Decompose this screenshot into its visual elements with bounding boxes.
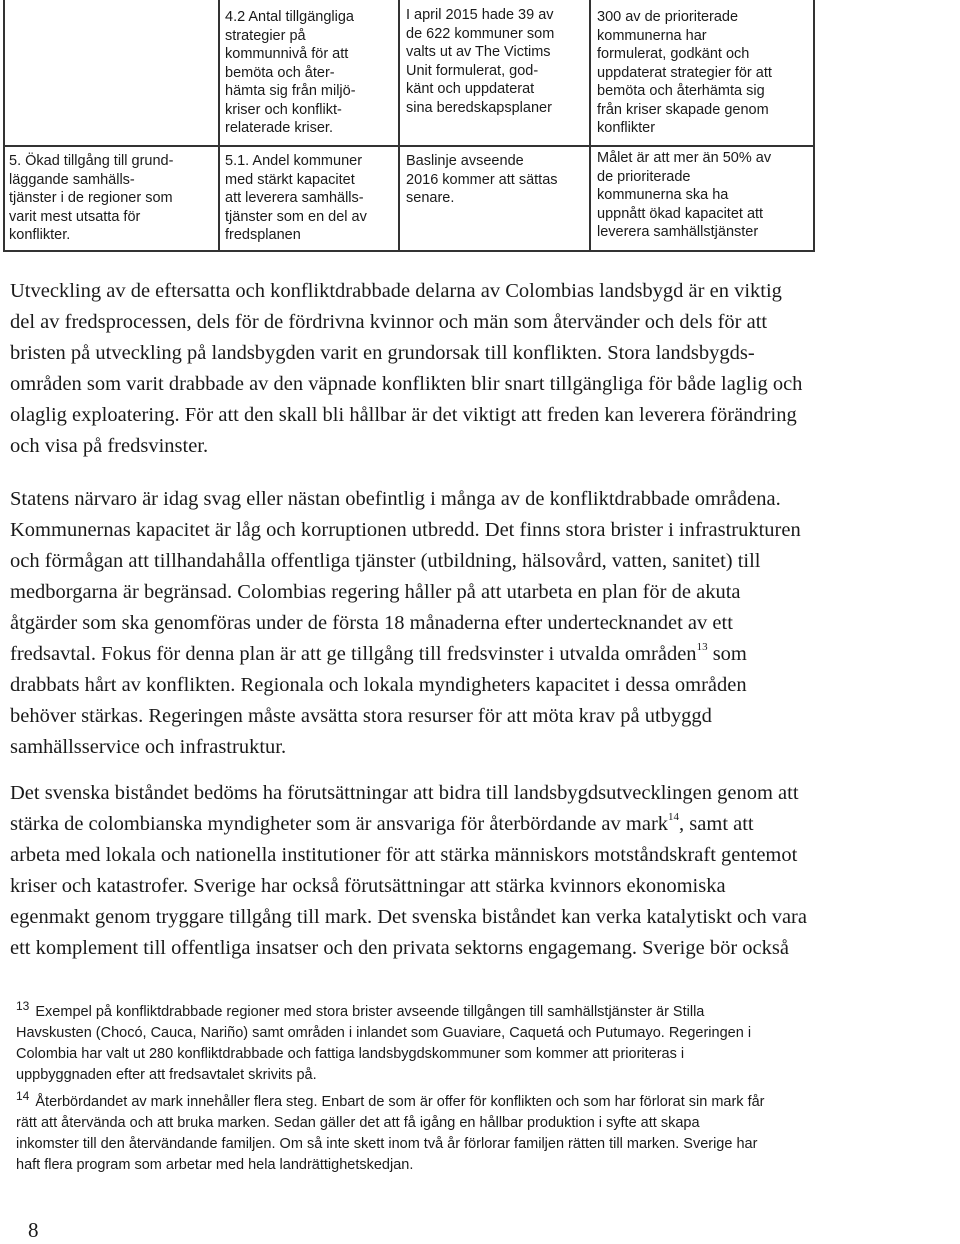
paragraph-state-presence: [10, 484, 870, 763]
target-4-2: 300 av de prioriterade kommunerna har formulerat, godkänt och uppdaterat strategier för att bemöta och återhämta sig från kriser skapade genom konflikter: [597, 9, 772, 136]
target-5-1: Målet är att mer än 50% av de prioriterade kommunerna ska ha uppnått ökad kapacitet att leverera samhällstjänster: [597, 150, 772, 240]
indicator-5-1: 5.1. Andel kommuner med stärkt kapacitet att leverera samhälls- tjänster som en del av fredsplanen: [225, 153, 367, 243]
table-rule: [3, 0, 5, 252]
paragraph-text: Statens närvaro är idag svag eller nästan obefintlig i många av de konfliktdrabbade områdena. Kommunernas kapacitet är låg och korruptionen utbredd. Det finns stora brister i infrastrukturen och förmågan att tillhandahålla offentliga tjänster (utbildning, hälsovård, vatten, sanitet) till medborgarna är begränsad. Colombias regering håller på att utarbeta en plan för de akuta åtgärder som ska genomföras under de första 18 månaderna efter undertecknandet av ett fredsavtal. Fokus för denna plan är att ge tillgång till fredsvinster i utvalda områden: [10, 488, 801, 665]
results-table: [3, 0, 815, 252]
paragraph-swedish-aid: [10, 778, 870, 964]
footnote-ref-13: 13: [696, 641, 708, 654]
paragraph-text: , samt att arbeta med lokala och nationella institutioner för att stärka människors motståndskraft gentemot kriser och katastrofer. Sverige har också förutsättningar att stärka kvinnors ekonomiska egenmakt genom tryggare tillgång till mark. Det svenska biståndet kan verka katalytiskt och vara ett komplement till offentliga insatser och den privata sektorns engagemang. Sverige bör också: [10, 813, 807, 959]
table-rule: [398, 0, 400, 252]
table-rule: [3, 250, 815, 252]
footnote-ref-14: 14: [668, 811, 680, 824]
footnote-13: [16, 999, 876, 1086]
table-rule: [813, 0, 815, 252]
baseline-5-1: Baslinje avseende 2016 kommer att sättas senare.: [406, 153, 558, 206]
paragraph-rural-development: Utveckling av de eftersatta och konfliktdrabbade delarna av Colombias landsbygd är en viktig del av fredsprocessen, dels för de fördrivna kvinnor och män som återvänder och dels för att bristen på utveckling på landsbygden varit en grundorsak till konflikten. Stora landsbygds- områden som varit drabbade av den väpnade konflikten blir snart tillgängliga för både laglig och olaglig exploatering. För att den skall bli hållbar är det viktigt att freden kan leverera förändring och visa på fredsvinster.: [10, 280, 803, 457]
page-number: 8: [28, 1218, 39, 1242]
footnote-14: [16, 1089, 876, 1176]
footnote-number: 14: [16, 1089, 30, 1103]
footnote-number: 13: [16, 999, 30, 1013]
footnote-text: Återbördandet av mark innehåller flera steg. Enbart de som är offer för konflikten och som har förlorat sin mark får rätt att återvända och att bruka marken. Sedan gäller det att få igång en hållbar produktion i syfte att skapa inkomster till den återvändande familjen. Om så inte skett inom två år förlorar familjen rätten till marken. Sverige har haft flera program som arbetar med hela landrättighetskedjan.: [16, 1094, 765, 1173]
table-rule: [589, 0, 591, 252]
goal-5: 5. Ökad tillgång till grund- läggande samhälls- tjänster i de regioner som varit mest utsatta för konflikter.: [9, 153, 174, 243]
table-rule: [3, 145, 815, 147]
baseline-4-2: I april 2015 hade 39 av de 622 kommuner som valts ut av The Victims Unit formulerat, god- känt och uppdaterat sina beredskapsplaner: [406, 7, 555, 116]
footnote-text: Exempel på konfliktdrabbade regioner med stora brister avseende tillgången till samhällstjänster är Stilla Havskusten (Chocó, Cauca, Nariño) samt områden i inlandet som Guaviare, Caquetá och Putumayo. Regeringen i Colombia har valt ut 280 konfliktdrabbade och fattiga landsbygdskommuner som kommer att prioriteras i uppbyggnaden efter att fredsavtalet skrivits på.: [16, 1004, 752, 1083]
table-rule: [218, 0, 220, 252]
paragraph-text: Det svenska biståndet bedöms ha förutsättningar att bidra till landsbygdsutvecklingen genom att stärka de colombianska myndigheter som är ansvariga för återbördande av mark: [10, 782, 799, 835]
paragraph-text: som drabbats hårt av konflikten. Regionala och lokala myndigheters kapacitet i dessa områden behöver stärkas. Regeringen måste avsätta stora resurser för att möta krav på utbyggd samhällsservice och infrastruktur.: [10, 643, 747, 758]
indicator-4-2: 4.2 Antal tillgängliga strategier på kommunnivå för att bemöta och åter- hämta sig från miljö- kriser och konflikt- relaterade kriser.: [225, 9, 356, 136]
